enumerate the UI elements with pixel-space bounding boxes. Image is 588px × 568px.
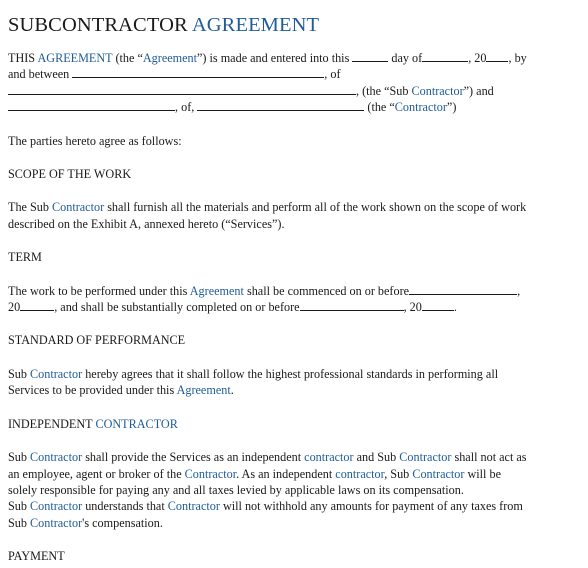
party1-address-blank[interactable] xyxy=(8,83,356,95)
independent-line-3: solely responsible for paying any and all taxes levied by applicable laws on its compensation. xyxy=(8,482,464,497)
independent-line-1: Sub Contractor shall provide the Services as an independent contractor and Sub Contractor shall not act as xyxy=(8,450,527,465)
term-line-2: 20 , and shall be substantially completed on or before , 20 . xyxy=(8,300,457,315)
payment-heading: PAYMENT xyxy=(8,549,65,564)
start-date-blank[interactable] xyxy=(409,283,517,295)
intro-line-4: , of, (the “Contractor”) xyxy=(8,99,578,115)
independent-line-5: Sub Contractor's compensation. xyxy=(8,515,163,530)
document-title xyxy=(8,12,578,38)
term-paragraph xyxy=(8,283,578,316)
party2-name-blank[interactable] xyxy=(8,99,175,111)
intro-line-2: and between , of xyxy=(8,67,341,82)
term-heading: TERM xyxy=(8,250,42,265)
intro-line-3: , (the “Sub Contractor”) and xyxy=(8,83,578,99)
intro-paragraph xyxy=(8,50,578,116)
intro-line-1: THIS AGREEMENT (the “Agreement”) is made and entered into this day of , 20 , by xyxy=(8,51,527,65)
independent-contractor-heading: INDEPENDENT CONTRACTOR xyxy=(8,416,178,431)
parties-statement: The parties hereto agree as follows: xyxy=(8,133,182,148)
month-blank[interactable] xyxy=(422,50,468,62)
title-highlight: AGREEMENT xyxy=(191,14,320,36)
standard-heading: STANDARD OF PERFORMANCE xyxy=(8,333,186,348)
title-text: SUBCONTRACTOR xyxy=(8,14,192,36)
standard-paragraph xyxy=(8,366,578,399)
independent-paragraph xyxy=(8,449,578,531)
independent-line-4: Sub Contractor understands that Contractor will not withhold any amounts for payment of any taxes from xyxy=(8,499,523,514)
party2-address-blank[interactable] xyxy=(197,99,364,111)
scope-line-2: described on the Exhibit A, annexed hereto (“Services”). xyxy=(8,216,285,231)
standard-line-2: Services to be provided under this Agreement. xyxy=(8,383,234,398)
completion-year-blank[interactable] xyxy=(422,299,454,311)
year-blank[interactable] xyxy=(486,50,508,62)
day-blank[interactable] xyxy=(352,50,388,62)
standard-line-1: Sub Contractor hereby agrees that it shall follow the highest professional standards in performing all xyxy=(8,366,499,381)
party1-name-blank[interactable] xyxy=(72,66,324,78)
term-line-1: The work to be performed under this Agreement shall be commenced on or before , xyxy=(8,283,521,298)
start-year-blank[interactable] xyxy=(20,299,54,311)
scope-paragraph xyxy=(8,199,578,232)
scope-heading: SCOPE OF THE WORK xyxy=(8,167,132,182)
completion-date-blank[interactable] xyxy=(300,299,404,311)
independent-line-2: an employee, agent or broker of the Contractor. As an independent contractor, Sub Contractor will be xyxy=(8,466,501,481)
scope-line-1: The Sub Contractor shall furnish all the materials and perform all of the work shown on the scope of work xyxy=(8,200,527,215)
